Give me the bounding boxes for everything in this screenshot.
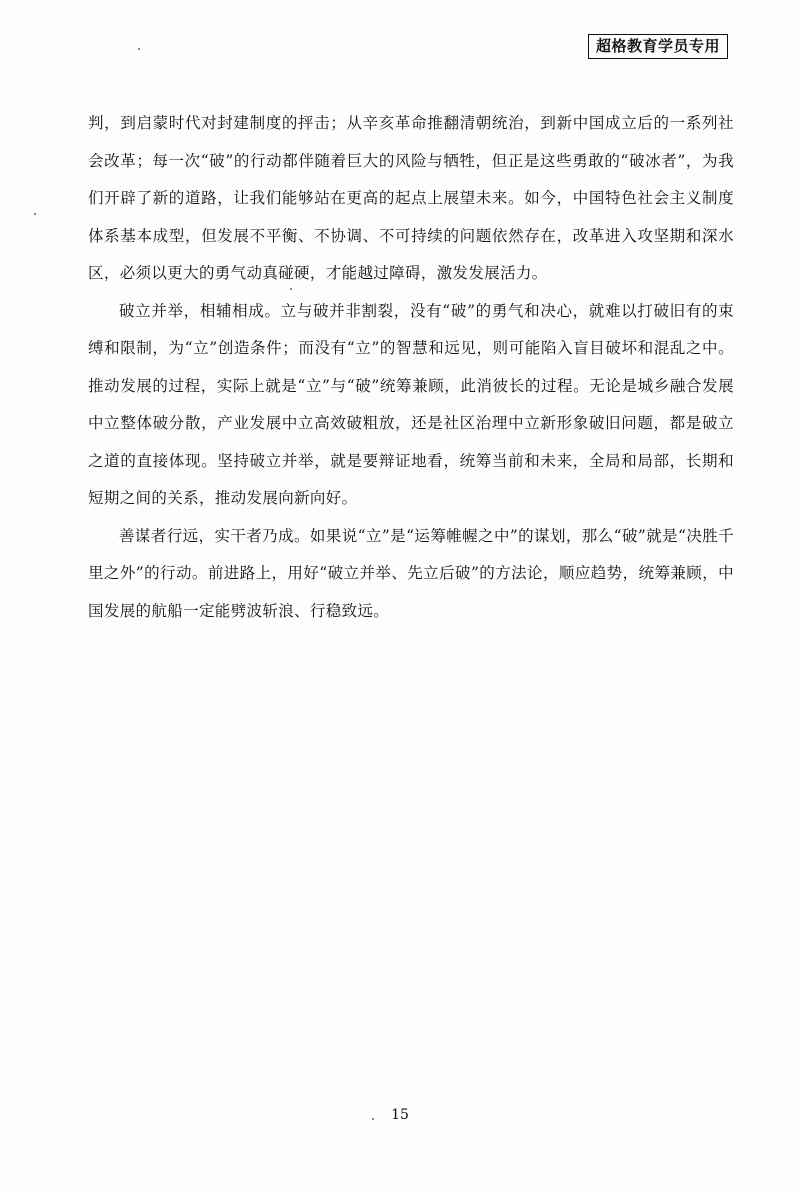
header-badge: 超格教育学员专用 bbox=[588, 34, 728, 59]
paragraph-2: 破立并举，相辅相成。立与破并非割裂，没有“破”的勇气和决心，就难以打破旧有的束缚和限制，为“立”创造条件；而没有“立”的智慧和远见，则可能陷入盲目破坏和混乱之中。推动发展的过程，实际上就是“立”与“破”统筹兼顾，此消彼长的过程。无论是城乡融合发展中立整体破分散，产业发展中立高效破粗放，还是社区治理中立新形象破旧问题，都是破立之道的直接体现。坚持破立并举，就是要辩证地看，统筹当前和未来，全局和局部，长期和短期之间的关系，推动发展向新向好。 bbox=[88, 301, 734, 507]
paragraph-1: 判，到启蒙时代对封建制度的抨击；从辛亥革命推翻清朝统治，到新中国成立后的一系列社会改革；每一次“破”的行动都伴随着巨大的风险与牺牲，但正是这些勇敢的“破冰者”，为我们开辟了新的道路，让我们能够站在更高的起点上展望未来。如今，中国特色社会主义制度体系基本成型，但发展不平衡、不协调、不可持续的问题依然存在，改革进入攻坚期和深水区，必须以更大的勇气动真碰硬，才能越过障碍，激发发展活力。 bbox=[88, 114, 734, 282]
scan-speck bbox=[290, 288, 292, 290]
document-body bbox=[88, 105, 734, 630]
scan-speck bbox=[34, 213, 36, 215]
scan-speck bbox=[138, 48, 140, 50]
paragraph-3: 善谋者行远，实干者乃成。如果说“立”是“运筹帷幄之中”的谋划，那么“破”就是“决胜千里之外”的行动。前进路上，用好“破立并举、先立后破”的方法论，顺应趋势，统筹兼顾，中国发展的航船一定能劈波斩浪、行稳致远。 bbox=[88, 526, 734, 620]
page-number: 15 bbox=[391, 1107, 409, 1123]
